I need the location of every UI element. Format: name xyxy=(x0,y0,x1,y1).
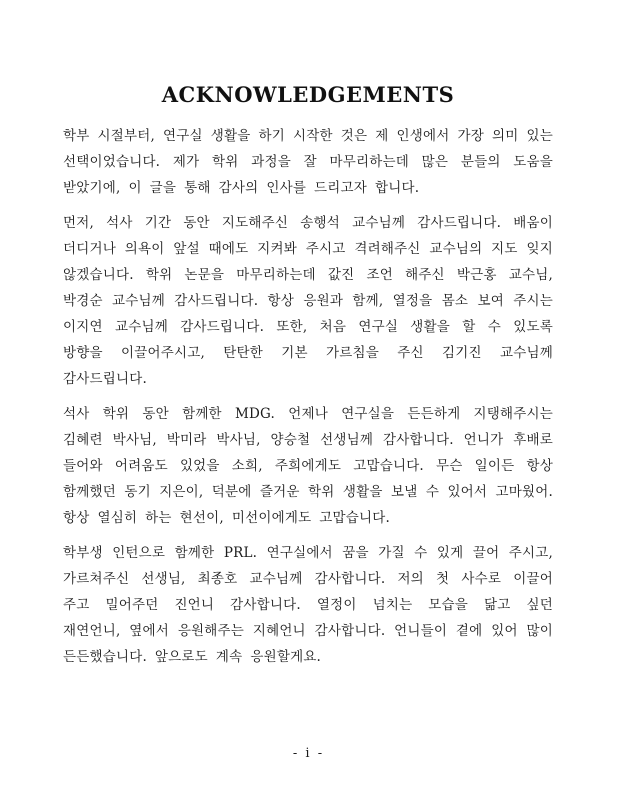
page-number: - i - xyxy=(292,746,325,761)
paragraph-prl-lab: 학부생 인턴으로 함께한 PRL. 연구실에서 꿈을 가질 수 있게 끌어 주시고, 가르쳐주신 선생님, 최종호 교수님께 감사합니다. 저의 첫 사수로 이끌어 주고 밀어주던 진언니 감사합니다. 열정이 넘치는 모습을 닮고 싶던 재연언니, 옆에서 응원해주는 지혜언니 감사합니다. 언니들이 곁에 있어 많이 든든했습니다. 앞으로도 계속 응원할게요. xyxy=(63,545,553,665)
paragraph-intro: 학부 시절부터, 연구실 생활을 하기 시작한 것은 제 인생에서 가장 의미 있는 선택이었습니다. 제가 학위 과정을 잘 마무리하는데 많은 분들의 도움을 받았기에, 이 글을 통해 감사의 인사를 드리고자 합니다. xyxy=(63,128,553,196)
paragraph-mdg-lab: 석사 학위 동안 함께한 MDG. 언제나 연구실을 든든하게 지탱해주시는 김혜련 박사님, 박미라 박사님, 양승철 선생님께 감사합니다. 언니가 후배로 들어와 어려움도 있었을 소희, 주희에게도 고맙습니다. 무슨 일이든 항상 함께했던 동기 지은이, 덕분에 즐거운 학위 생활을 보낼 수 있어서 고마웠어. 항상 열심히 하는 현선이, 미선이에게도 고맙습니다. xyxy=(63,406,553,526)
page-title: ACKNOWLEDGEMENTS xyxy=(161,82,455,107)
acknowledgements-body xyxy=(63,123,553,670)
paragraph-advisors: 먼저, 석사 기간 동안 지도해주신 송행석 교수님께 감사드립니다. 배움이 더디거나 의욕이 앞설 때에도 지켜봐 주시고 격려해주신 교수님의 지도 잊지 않겠습니다. 학위 논문을 마무리하는데 값진 조언 해주신 박근홍 교수님, 박경순 교수님께 감사드립니다. 항상 응원과 함께, 열정을 몸소 보여 주시는 이지연 교수님께 감사드립니다. 또한, 처음 연구실 생활을 할 수 있도록 방향을 이끌어주시고, 탄탄한 기본 가르침을 주신 김기진 교수님께 감사드립니다. xyxy=(63,215,553,387)
